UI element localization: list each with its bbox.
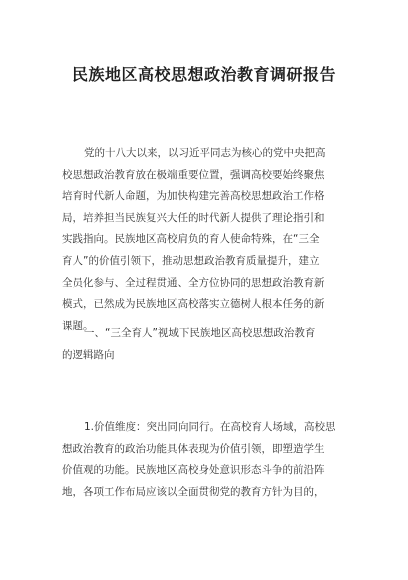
line-text: 的逻辑路向 [62, 348, 115, 361]
paragraph-line [62, 165, 348, 187]
line-text: 实践指向。民族地区高校肩负的育人使命特殊，在“三全 [62, 233, 320, 246]
paragraph-line [62, 186, 348, 208]
line-text: 培育时代新人命题，为加快构建完善高校思想政治工作格 [62, 190, 325, 203]
line-text: 一、“三全育人”视域下民族地区高校思想政治教育 [84, 327, 316, 339]
line-text: 地，各项工作布局应该以全面贯彻党的教育方针为目的， [62, 485, 325, 498]
paragraph-line [62, 273, 348, 295]
line-text: 课题。 [62, 319, 94, 332]
line-text: 1.价值维度：突出同向同行。在高校育人场域，高校思 [84, 421, 336, 433]
line-text: 想政治教育的政治功能具体表现为价值引领，即塑造学生 [62, 442, 325, 455]
section-heading-1 [62, 323, 348, 366]
line-text: 价值观的功能。民族地区高校身处意识形态斗争的前沿阵 [62, 464, 325, 477]
paragraph-line [62, 143, 348, 165]
intro-paragraph [62, 143, 348, 337]
line-text: 校思想政治教育放在极端重要位置，强调高校要始终聚焦 [62, 168, 325, 181]
line-text: 党的十八大以来，以习近平同志为核心的党中央把高 [84, 147, 326, 159]
paragraph-line [62, 460, 348, 482]
value-dimension-paragraph [62, 417, 348, 503]
document-title: 民族地区高校思想政治教育调研报告 [71, 65, 336, 84]
paragraph-line [62, 294, 348, 316]
line-text: 模式，已然成为民族地区高校落实立德树人根本任务的新 [62, 298, 325, 311]
paragraph-line [62, 323, 348, 345]
line-text: 育人”的价值引领下，推动思想政治教育质量提升，建立 [62, 254, 320, 267]
paragraph-line [62, 229, 348, 251]
paragraph-line [62, 208, 348, 230]
paragraph-line [62, 251, 348, 273]
paragraph-line [62, 345, 348, 367]
paragraph-line [62, 482, 348, 504]
line-text: 局，培养担当民族复兴大任的时代新人提供了理论指引和 [62, 211, 325, 224]
line-text: 全员化参与、全过程贯通、全方位协同的思想政治教育新 [62, 276, 325, 289]
paragraph-line [62, 417, 348, 439]
paragraph-line [62, 439, 348, 461]
